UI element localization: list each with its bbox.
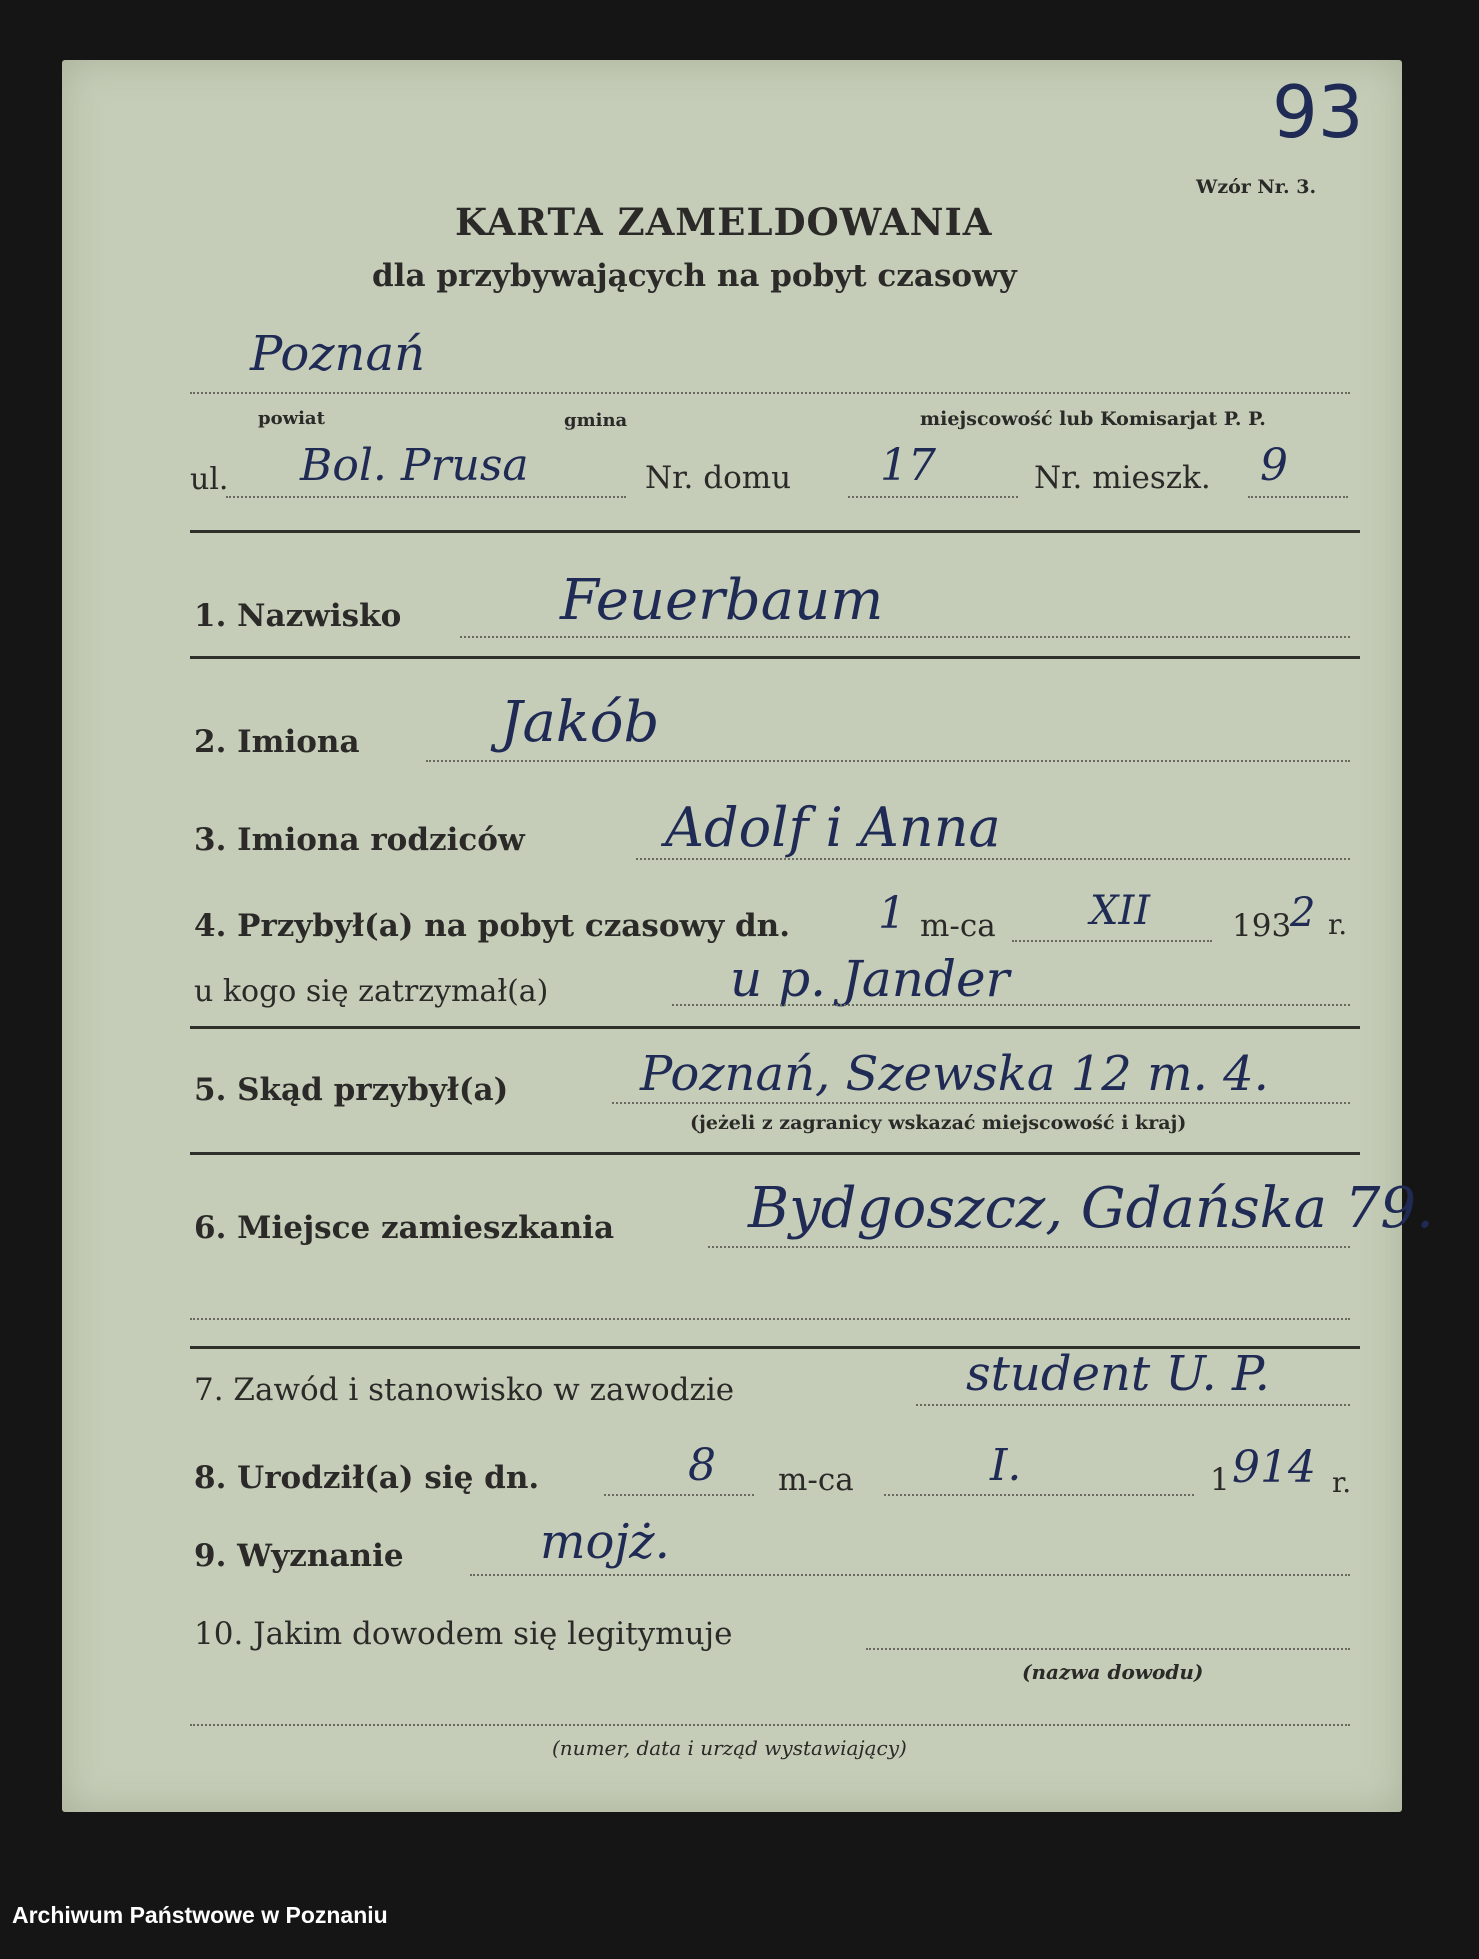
divider-rule xyxy=(190,1152,1360,1155)
field-10-note2: (numer, data i urząd wystawiający) xyxy=(552,1736,907,1760)
location-handwritten: Poznań xyxy=(250,326,425,382)
field-3-value: Adolf i Anna xyxy=(665,796,1001,859)
page-number: 93 xyxy=(1272,70,1364,154)
field-1-value: Feuerbaum xyxy=(560,568,884,633)
field-8-year-prefix: 1 xyxy=(1210,1462,1230,1498)
label-gmina: gmina xyxy=(564,410,628,431)
field-4-month: XII xyxy=(1090,888,1151,934)
field-6-label: 6. Miejsce zamieszkania xyxy=(194,1210,615,1246)
flat-dotted-line xyxy=(1248,496,1348,498)
archive-name: Archiwum Państwowe w Poznaniu xyxy=(12,1902,388,1928)
field-4b-value: u p. Jander xyxy=(730,950,1010,1008)
field-4-year-unit: r. xyxy=(1328,908,1348,941)
field-9-label: 9. Wyznanie xyxy=(194,1538,404,1574)
field-4-month-dotted-line xyxy=(1012,940,1212,942)
field-10-label: 10. Jakim dowodem się legitymuje xyxy=(194,1616,733,1652)
field-5-value: Poznań, Szewska 12 m. 4. xyxy=(640,1046,1269,1102)
field-2-label: 2. Imiona xyxy=(194,724,360,760)
field-8-year-suffix: 914 xyxy=(1232,1442,1316,1493)
field-8-day-dotted-line xyxy=(604,1494,754,1496)
field-10-second-dotted-line xyxy=(190,1724,1350,1726)
field-4b-dotted-line xyxy=(672,1004,1350,1006)
field-1-dotted-line xyxy=(460,636,1350,638)
field-8-year-unit: r. xyxy=(1332,1466,1352,1499)
field-3-dotted-line xyxy=(636,858,1350,860)
field-7-label: 7. Zawód i stanowisko w zawodzie xyxy=(194,1372,735,1408)
field-6-dotted-line xyxy=(708,1246,1350,1248)
label-miejscowosc: miejscowość lub Komisarjat P. P. xyxy=(920,408,1266,430)
field-8-month-dotted-line xyxy=(884,1494,1194,1496)
field-4-year-suffix: 2 xyxy=(1290,890,1316,936)
field-8-month: I. xyxy=(990,1440,1022,1491)
field-7-dotted-line xyxy=(916,1404,1350,1406)
flat-value: 9 xyxy=(1260,440,1288,491)
label-ul: ul. xyxy=(190,462,229,497)
field-4-year-prefix: 193 xyxy=(1232,908,1292,944)
card-subtitle: dla przybywających na pobyt czasowy xyxy=(372,258,1017,294)
field-7-value: student U. P. xyxy=(966,1346,1270,1402)
perforated-edge xyxy=(100,1812,1380,1826)
field-5-dotted-line xyxy=(612,1102,1350,1104)
field-10-note1: (nazwa dowodu) xyxy=(1022,1660,1204,1684)
field-2-value: Jakób xyxy=(500,690,660,755)
field-8-month-label: m-ca xyxy=(778,1462,854,1498)
field-8-day: 8 xyxy=(688,1440,716,1491)
label-flat: Nr. mieszk. xyxy=(1034,460,1211,496)
field-9-value: mojż. xyxy=(540,1514,670,1570)
street-value: Bol. Prusa xyxy=(300,440,529,491)
field-8-label: 8. Urodził(a) się dn. xyxy=(194,1460,540,1496)
field-4-day: 1 xyxy=(878,888,906,939)
field-3-label: 3. Imiona rodziców xyxy=(194,822,525,858)
label-powiat: powiat xyxy=(258,408,325,429)
location-dotted-line xyxy=(190,392,1350,394)
label-house: Nr. domu xyxy=(645,460,792,496)
divider-rule xyxy=(190,530,1360,533)
street-dotted-line xyxy=(226,496,626,498)
field-4-month-label: m-ca xyxy=(920,908,996,944)
card-title: KARTA ZAMELDOWANIA xyxy=(455,200,993,244)
form-model: Wzór Nr. 3. xyxy=(1196,176,1317,198)
field-5-label: 5. Skąd przybył(a) xyxy=(194,1072,509,1108)
house-value: 17 xyxy=(880,440,936,491)
field-6-value: Bydgoszcz, Gdańska 79. xyxy=(748,1176,1434,1241)
field-9-dotted-line xyxy=(470,1574,1350,1576)
field-4b-label: u kogo się zatrzymał(a) xyxy=(194,974,549,1009)
divider-rule xyxy=(190,656,1360,659)
house-dotted-line xyxy=(848,496,1018,498)
archive-footer xyxy=(0,1812,1479,1959)
field-2-dotted-line xyxy=(426,760,1350,762)
field-5-note: (jeżeli z zagranicy wskazać miejscowość i kraj) xyxy=(690,1112,1187,1134)
field-1-label: 1. Nazwisko xyxy=(194,598,402,634)
field-10-dotted-line xyxy=(866,1648,1350,1650)
field-4-label: 4. Przybył(a) na pobyt czasowy dn. xyxy=(194,908,791,944)
field-6-second-dotted-line xyxy=(190,1318,1350,1320)
divider-rule xyxy=(190,1026,1360,1029)
